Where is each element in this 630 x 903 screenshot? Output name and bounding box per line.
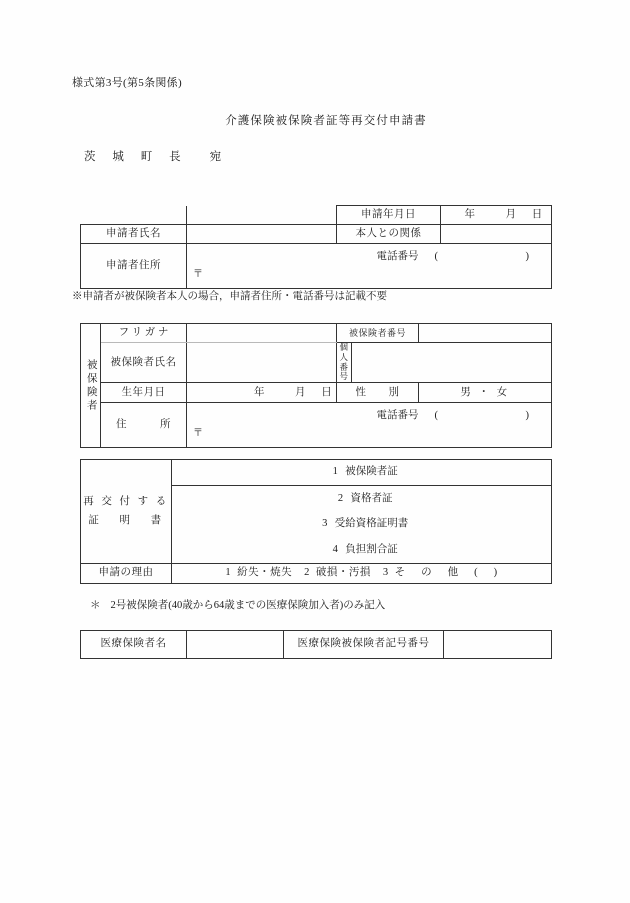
applicant-address-field[interactable] bbox=[187, 244, 552, 289]
addressee-town: 茨 城 町 長 bbox=[84, 151, 188, 163]
cert-label-line2: 証 明 書 bbox=[88, 515, 164, 526]
note-applicant: ※申請者が被保険者本人の場合，申請者住所・電話番号は記載不要 bbox=[72, 291, 387, 302]
cert-option-3[interactable] bbox=[172, 512, 552, 538]
addressee-suffix: 宛 bbox=[209, 151, 222, 163]
reason-label: 申請の理由 bbox=[81, 564, 172, 584]
insured-name-field[interactable] bbox=[187, 343, 337, 383]
birth-year-label: 年 bbox=[254, 386, 265, 398]
table-row bbox=[81, 206, 552, 225]
postal-mark-icon: 〒 bbox=[193, 269, 203, 280]
date-month-label: 月 bbox=[505, 208, 516, 220]
applicant-name-label: 申請者氏名 bbox=[81, 225, 187, 244]
birth-day-label: 日 bbox=[321, 386, 332, 398]
page-title: 介護保険被保険者証等再交付申請書 bbox=[225, 115, 427, 127]
reason-label-text: 紛失・焼失 bbox=[237, 567, 293, 579]
postal-mark-icon: 〒 bbox=[193, 428, 203, 440]
addressee bbox=[84, 148, 221, 164]
option-label: 負担割合証 bbox=[345, 544, 398, 556]
table-row bbox=[81, 631, 552, 659]
gender-label: 性 別 bbox=[337, 383, 419, 403]
reason-number: 1 bbox=[225, 567, 232, 579]
table-row bbox=[81, 403, 552, 448]
table-row bbox=[81, 225, 552, 244]
table-row bbox=[81, 383, 552, 403]
reason-number: 2 bbox=[304, 567, 310, 579]
applicant-name-field[interactable] bbox=[187, 225, 337, 244]
note-medical-text: 2号被保険者(40歳から64歳までの医療保険加入者)のみ記入 bbox=[110, 600, 386, 611]
option-number: 2 bbox=[337, 492, 344, 504]
relation-field[interactable] bbox=[441, 225, 552, 244]
certificate-section-label bbox=[81, 460, 172, 564]
reason-number: 3 bbox=[382, 567, 389, 579]
gender-options[interactable]: 男 ・ 女 bbox=[419, 383, 552, 403]
insured-section-label: 被保険者 bbox=[81, 324, 101, 448]
table-row bbox=[81, 343, 552, 383]
tel-label: 電話番号 bbox=[376, 250, 419, 262]
tel-paren: ( ) bbox=[434, 250, 543, 262]
spacer-cell bbox=[81, 206, 187, 225]
option-label: 被保険者証 bbox=[345, 466, 398, 478]
application-date-field[interactable] bbox=[441, 206, 552, 225]
furigana-label: フ リ ガ ナ bbox=[101, 324, 187, 343]
reason-label-text: 破損・汚損 bbox=[315, 567, 371, 579]
cert-option-1[interactable] bbox=[172, 460, 552, 486]
applicant-tel[interactable] bbox=[377, 251, 544, 263]
tel-paren: ( ) bbox=[434, 410, 544, 421]
insured-person-table bbox=[80, 323, 552, 448]
table-row bbox=[81, 460, 552, 486]
insured-name-label: 被保険者氏名 bbox=[101, 343, 187, 383]
insurer-name-field[interactable] bbox=[187, 631, 284, 659]
personal-number-grid[interactable] bbox=[352, 343, 552, 383]
table-row bbox=[81, 324, 552, 343]
insured-number-grid[interactable] bbox=[419, 324, 552, 343]
insured-symbol-field[interactable] bbox=[444, 631, 552, 659]
application-date-label: 申請年月日 bbox=[337, 206, 441, 225]
reason-other-close: ) bbox=[493, 567, 498, 579]
note-medical bbox=[90, 597, 385, 612]
personal-number-label: 個人番号 bbox=[337, 343, 352, 383]
reason-options[interactable] bbox=[172, 564, 552, 584]
insured-tel[interactable] bbox=[377, 410, 544, 422]
birthdate-field[interactable] bbox=[187, 383, 337, 403]
birth-month-label: 月 bbox=[295, 386, 306, 398]
option-number: 3 bbox=[322, 518, 328, 530]
form-number: 様式第3号(第5条関係) bbox=[72, 77, 182, 89]
insurer-name-label: 医療保険者名 bbox=[81, 631, 187, 659]
furigana-field[interactable] bbox=[187, 324, 337, 343]
tel-label: 電話番号 bbox=[376, 410, 419, 421]
reason-other-open: その他( bbox=[394, 567, 494, 579]
option-label: 資格者証 bbox=[350, 492, 393, 504]
cert-label-line1: 再 交 付 す る bbox=[83, 495, 169, 507]
asterisk-icon: ＊ bbox=[90, 600, 101, 611]
insured-address-field[interactable] bbox=[187, 403, 552, 448]
insured-address-label: 住 所 bbox=[101, 403, 187, 448]
cert-option-2[interactable] bbox=[172, 486, 552, 512]
spacer-cell-2 bbox=[187, 206, 337, 225]
relation-label: 本人との関係 bbox=[337, 225, 441, 244]
applicant-table bbox=[80, 205, 552, 289]
option-number: 1 bbox=[332, 466, 338, 478]
cert-option-4[interactable] bbox=[172, 538, 552, 564]
option-label: 受給資格証明書 bbox=[334, 518, 409, 530]
table-row bbox=[81, 564, 552, 584]
birthdate-label: 生年月日 bbox=[101, 383, 187, 403]
applicant-address-label: 申請者住所 bbox=[81, 244, 187, 289]
insured-number-label: 被保険者番号 bbox=[337, 324, 419, 343]
date-day-label: 日 bbox=[531, 208, 543, 220]
certificate-table bbox=[80, 459, 552, 584]
option-number: 4 bbox=[332, 544, 338, 556]
date-year-label: 年 bbox=[464, 208, 475, 220]
table-row bbox=[81, 244, 552, 289]
medical-insurer-table bbox=[80, 630, 552, 659]
insured-symbol-label: 医療保険被保険者記号番号 bbox=[284, 631, 444, 659]
